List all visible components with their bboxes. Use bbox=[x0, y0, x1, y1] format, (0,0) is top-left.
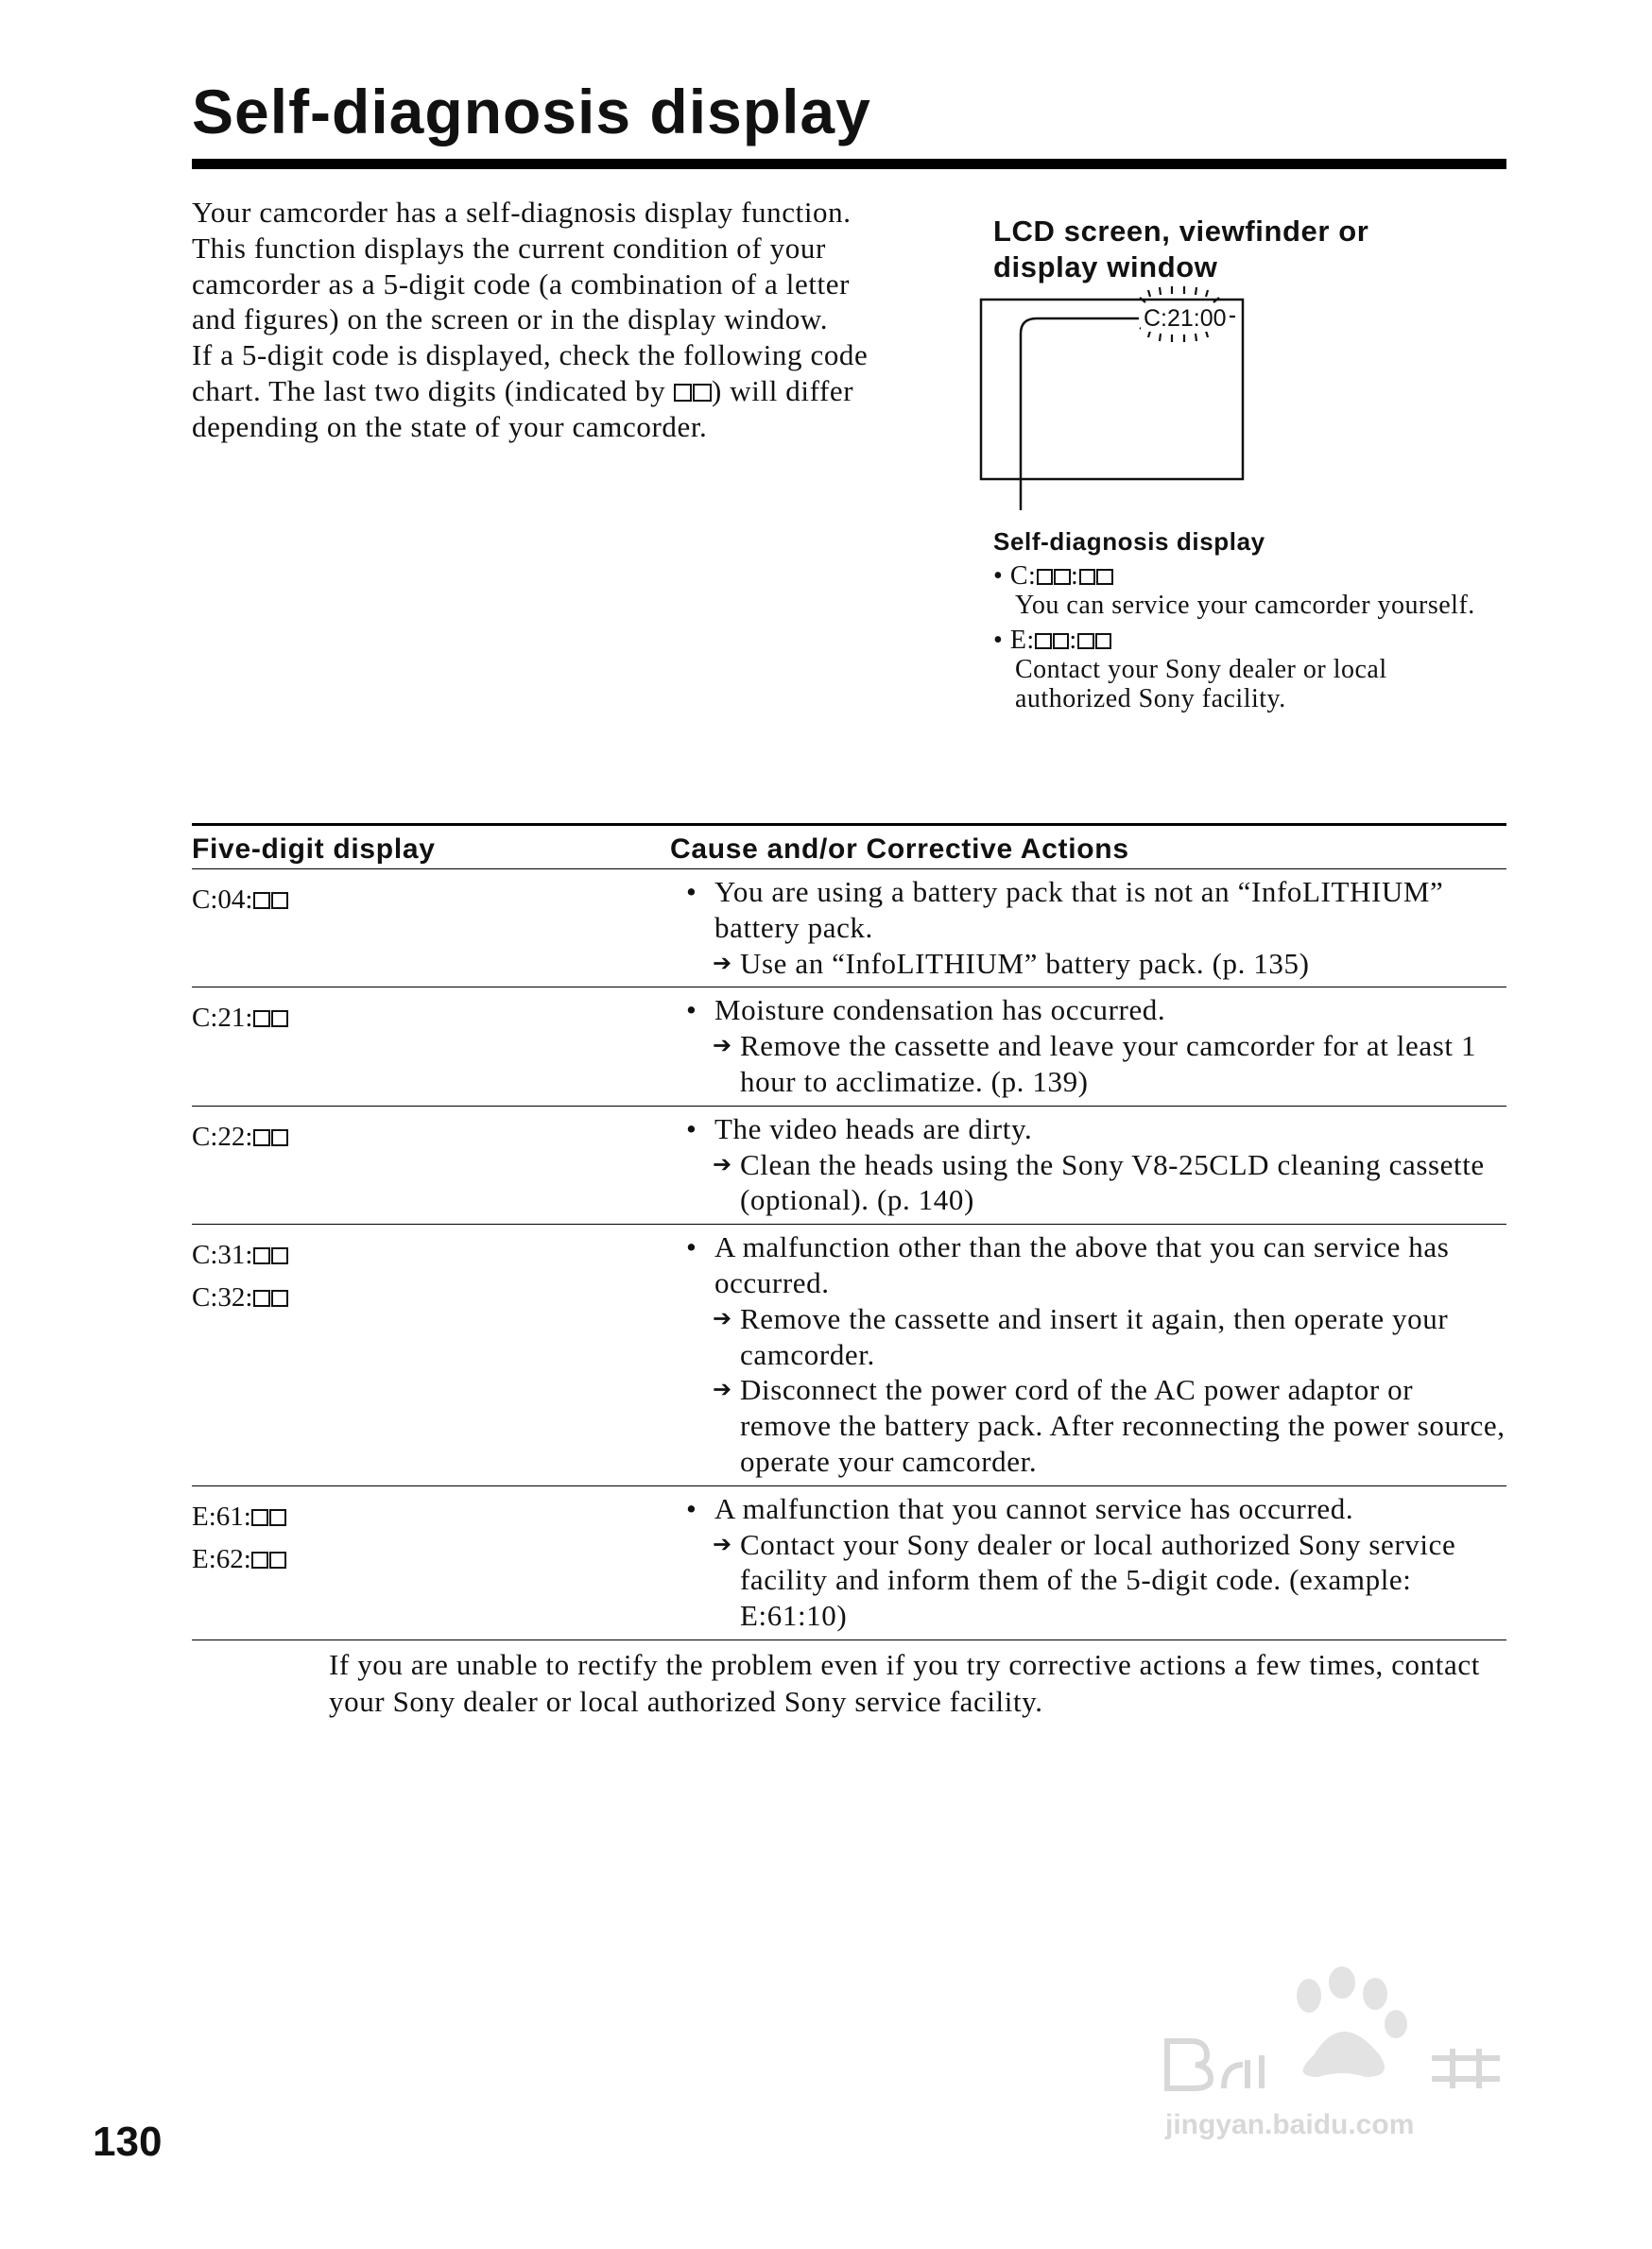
list-item: • C: : You can service your camcorder yourself. bbox=[993, 561, 1485, 620]
five-digit-code: E:62: bbox=[192, 1538, 287, 1581]
table-body bbox=[192, 869, 1506, 1640]
five-digit-code: C:31: bbox=[192, 1234, 288, 1277]
digit-placeholder-icon bbox=[271, 1290, 288, 1307]
cause-text: • The video heads are dirty. bbox=[686, 1111, 1506, 1147]
action-cell bbox=[686, 1225, 1506, 1485]
column-header-display: Five-digit display bbox=[192, 833, 436, 865]
table-header bbox=[192, 826, 1506, 869]
five-digit-code: C:21: bbox=[192, 997, 288, 1039]
digit-placeholder-icon bbox=[674, 384, 692, 402]
digit-placeholder-icon bbox=[271, 1010, 288, 1027]
cause-text: • You are using a battery pack that is not an “InfoLITHIUM” battery pack. bbox=[686, 874, 1506, 946]
digit-placeholder-icon bbox=[253, 1010, 270, 1027]
table-row bbox=[192, 1486, 1506, 1640]
digit-placeholder-icon bbox=[253, 1290, 270, 1307]
corrective-action-text: ➔ Use an “InfoLITHIUM” battery pack. (p. 135) bbox=[686, 946, 1506, 982]
self-diagnosis-list bbox=[993, 561, 1485, 719]
action-cell bbox=[686, 987, 1506, 1105]
code-description: You can service your camcorder yourself. bbox=[1015, 591, 1475, 620]
digit-placeholder-icon bbox=[1095, 633, 1111, 649]
corrective-action-text: ➔ Remove the cassette and leave your camcorder for at least 1 hour to acclimatize. (p. 139) bbox=[686, 1028, 1506, 1100]
digit-placeholder-icon bbox=[1037, 569, 1053, 585]
code-pattern: E: : bbox=[1010, 626, 1112, 655]
digit-placeholder-icon bbox=[253, 1129, 270, 1146]
corrective-action-text: ➔ Clean the heads using the Sony V8-25CLD cleaning cassette (optional). (p. 140) bbox=[686, 1147, 1506, 1219]
digit-placeholder-icon bbox=[271, 1129, 288, 1146]
intro-text bbox=[192, 195, 891, 445]
digit-placeholder-icon bbox=[1079, 569, 1095, 585]
lcd-caption: LCD screen, viewfinder or display window bbox=[993, 215, 1369, 283]
five-digit-code: C:32: bbox=[192, 1277, 288, 1319]
digit-placeholder-icon bbox=[271, 892, 288, 909]
digit-placeholder-icon bbox=[269, 1509, 286, 1526]
action-cell bbox=[686, 1486, 1506, 1640]
code-cell bbox=[192, 1116, 288, 1159]
code-description: Contact your Sony dealer or local authorized Sony facility. bbox=[1015, 655, 1387, 713]
digit-placeholder-icon bbox=[251, 1552, 268, 1569]
five-digit-code: E:61: bbox=[192, 1496, 287, 1538]
digit-placeholder-icon bbox=[693, 384, 711, 402]
corrective-action-text: ➔ Contact your Sony dealer or local authorized Sony service facility and inform them of the 5-digit code. (example: E:61:10) bbox=[686, 1527, 1506, 1634]
baidu-watermark-logo bbox=[1148, 1966, 1545, 2155]
intro-paragraph: Your camcorder has a self-diagnosis display function. bbox=[192, 196, 852, 229]
digit-placeholder-icon bbox=[1077, 633, 1093, 649]
digit-placeholder-icon bbox=[269, 1552, 286, 1569]
code-cell bbox=[192, 1496, 287, 1581]
five-digit-code: C:04: bbox=[192, 879, 288, 921]
cause-text: • Moisture condensation has occurred. bbox=[686, 992, 1506, 1028]
page-number: 130 bbox=[93, 2119, 163, 2165]
cause-text: • A malfunction that you cannot service has occurred. bbox=[686, 1491, 1506, 1527]
footer-note: If you are unable to rectify the problem even if you try corrective actions a few times, contact your Sony dealer or local authorized Sony service facility. bbox=[329, 1648, 1480, 1718]
digit-placeholder-icon bbox=[1053, 633, 1069, 649]
digit-placeholder-icon bbox=[1035, 633, 1051, 649]
intro-paragraph: This function displays the current condition of your camcorder as a 5-digit code (a combination of a letter and figures) on the screen or in the display window. bbox=[192, 231, 851, 336]
corrective-action-text: ➔ Disconnect the power cord of the AC power adaptor or remove the battery pack. After reconnecting the power source, operate your camcorder. bbox=[686, 1372, 1506, 1479]
column-header-actions: Cause and/or Corrective Actions bbox=[670, 833, 1129, 865]
intro-paragraph: If a 5-digit code is displayed, check the following code chart. The last two digits (indicated by ) will differ depending on the state of your camcorder. bbox=[192, 338, 869, 443]
digit-placeholder-icon bbox=[1096, 569, 1112, 585]
action-cell bbox=[686, 869, 1506, 987]
code-cell bbox=[192, 879, 288, 921]
cause-text: • A malfunction other than the above that you can service has occurred. bbox=[686, 1229, 1506, 1301]
code-pattern: C: : bbox=[1010, 561, 1113, 591]
digit-placeholder-icon bbox=[271, 1247, 288, 1264]
code-cell bbox=[192, 997, 288, 1039]
list-item: • E: : Contact your Sony dealer or local authorized Sony facility. bbox=[993, 626, 1485, 713]
table-row bbox=[192, 1225, 1506, 1486]
five-digit-code: C:22: bbox=[192, 1116, 288, 1159]
digit-placeholder-icon bbox=[253, 892, 270, 909]
title-rule bbox=[192, 159, 1506, 169]
corrective-action-text: ➔ Remove the cassette and insert it again, then operate your camcorder. bbox=[686, 1301, 1506, 1373]
code-chart-table bbox=[192, 823, 1506, 1640]
action-cell bbox=[686, 1107, 1506, 1224]
digit-placeholder-icon bbox=[251, 1509, 268, 1526]
digit-placeholder-icon bbox=[1054, 569, 1070, 585]
lcd-code-readout: C:21:00 bbox=[1141, 305, 1230, 332]
digit-placeholder-icon bbox=[253, 1247, 270, 1264]
table-row bbox=[192, 1107, 1506, 1225]
watermark-url: jingyan.baidu.com bbox=[1165, 2109, 1415, 2140]
self-diagnosis-heading: Self-diagnosis display bbox=[993, 527, 1265, 556]
code-cell bbox=[192, 1234, 288, 1319]
page-title: Self-diagnosis display bbox=[192, 77, 871, 146]
table-row bbox=[192, 869, 1506, 987]
table-row bbox=[192, 987, 1506, 1106]
